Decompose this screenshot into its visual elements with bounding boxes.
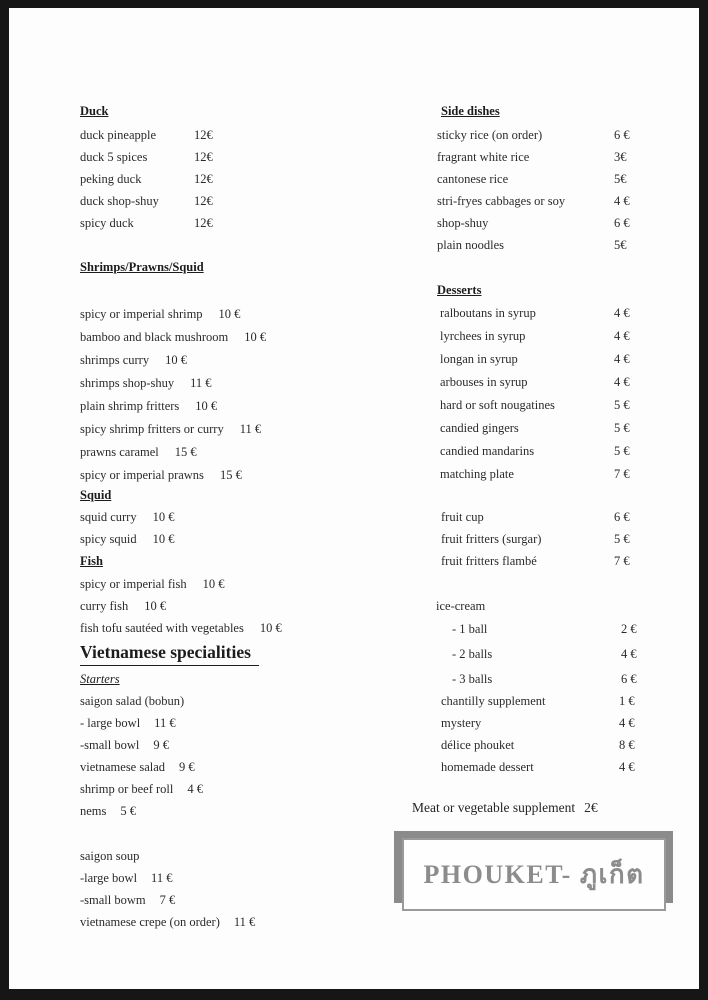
phouket-logo-box (402, 838, 666, 911)
item-price: 6 € (621, 672, 637, 686)
menu-item (439, 734, 635, 756)
item-name: délice phouket (441, 738, 515, 752)
menu-item (436, 617, 637, 642)
item-price: 11 € (233, 915, 256, 929)
item-name: vietnamese crepe (on order) (80, 915, 220, 929)
item-name: bamboo and black mushroom (80, 330, 229, 344)
item-price: 9 € (179, 760, 195, 774)
item-name: fruit fritters (surgar) (441, 532, 542, 546)
restaurant-name: PHOUKET- ภูเก็ต (423, 860, 645, 889)
item-name: saigon soup (80, 849, 140, 863)
section-items (80, 506, 174, 550)
item-name: spicy duck (80, 216, 134, 230)
item-price: 11 € (151, 871, 173, 885)
menu-item (80, 146, 213, 168)
menu-item (80, 168, 213, 190)
item-name: fruit cup (441, 510, 484, 524)
item-name: homemade dessert (441, 760, 534, 774)
item-price: 15 € (174, 445, 197, 459)
item-price: 6 € (614, 510, 630, 524)
section-title-vietnamese-specialities: Vietnamese specialities (80, 639, 259, 666)
item-name: shop-shuy (437, 216, 489, 230)
item-price: 6 € (614, 216, 630, 230)
item-name: spicy shrimp fritters or curry (80, 422, 224, 436)
item-name: plain noodles (437, 238, 505, 252)
item-name: vietnamese salad (80, 760, 166, 774)
item-price: 4 € (614, 375, 630, 389)
menu-item (441, 528, 630, 550)
menu-item (80, 326, 266, 349)
item-price: 5€ (614, 172, 627, 186)
section-shrimps-prawns-squid (80, 256, 266, 487)
item-name: -small bowm (80, 893, 146, 907)
item-name: plain shrimp fritters (80, 399, 180, 413)
item-name: duck 5 spices (80, 150, 148, 164)
section-items (80, 124, 213, 234)
item-price: 11 € (239, 422, 262, 436)
item-price: 7 € (159, 893, 176, 907)
item-name: hard or soft nougatines (440, 398, 555, 412)
menu-item (439, 712, 635, 734)
menu-item (436, 667, 637, 692)
menu-item (437, 417, 630, 440)
item-name: ralboutans in syrup (440, 306, 536, 320)
menu-item (80, 395, 266, 418)
item-name: spicy squid (80, 532, 137, 546)
menu-item (80, 595, 282, 617)
item-name: curry fish (80, 599, 129, 613)
section-title: ice-cream (436, 599, 486, 613)
item-name: lyrchees in syrup (440, 329, 526, 343)
menu-item (80, 124, 213, 146)
menu-item (439, 690, 635, 712)
item-name: - large bowl (80, 716, 141, 730)
item-name: - 1 ball (452, 622, 488, 636)
item-name: duck pineapple (80, 128, 157, 142)
menu-item (437, 325, 630, 348)
menu-page (9, 8, 699, 989)
item-price: 11 € (190, 376, 212, 390)
section-fish (80, 550, 282, 639)
item-name: squid curry (80, 510, 137, 524)
menu-item (437, 371, 630, 394)
item-price: 10 € (152, 532, 175, 546)
menu-item (80, 528, 174, 550)
item-name: prawns caramel (80, 445, 159, 459)
item-price: 8 € (619, 738, 635, 752)
item-price: 4 € (614, 352, 630, 366)
item-price: 5 € (614, 532, 630, 546)
section-items (80, 573, 282, 639)
item-price: 4 € (614, 194, 630, 208)
menu-item (80, 441, 266, 464)
item-name: -large bowl (80, 871, 138, 885)
section-title: Shrimps/Prawns/Squid (80, 260, 204, 274)
menu-item (80, 506, 174, 528)
item-name: shrimp or beef roll (80, 782, 174, 796)
item-price: 10 € (202, 577, 225, 591)
menu-item (80, 756, 203, 778)
section-desserts (437, 279, 630, 486)
item-name: nems (80, 804, 107, 818)
item-price: 5 € (614, 421, 630, 435)
item-price: 10 € (144, 599, 167, 613)
item-price: 9 € (153, 738, 169, 752)
item-name: -small bowl (80, 738, 140, 752)
item-name: cantonese rice (437, 172, 509, 186)
menu-item (441, 550, 630, 572)
item-price: 4 € (614, 306, 630, 320)
section-title: Desserts (437, 283, 482, 297)
menu-item (80, 911, 255, 933)
section-title: Fish (80, 554, 103, 568)
section-title: Duck (80, 104, 109, 118)
item-price: 4 € (619, 716, 635, 730)
section-items (436, 617, 637, 692)
section-dessert-supplements (439, 690, 635, 778)
item-name: duck shop-shuy (80, 194, 159, 208)
item-name: peking duck (80, 172, 142, 186)
item-name: longan in syrup (440, 352, 518, 366)
item-name: - 3 balls (452, 672, 493, 686)
item-price: 2€ (584, 800, 598, 815)
item-price: 4 € (619, 760, 635, 774)
menu-item (80, 418, 266, 441)
item-name: shrimps shop-shuy (80, 376, 175, 390)
item-name: chantilly supplement (441, 694, 546, 708)
section-items (80, 845, 255, 933)
item-name: spicy or imperial fish (80, 577, 187, 591)
item-name: Meat or vegetable supplement (412, 800, 576, 815)
menu-item (437, 212, 630, 234)
item-name: candied mandarins (440, 444, 535, 458)
menu-item (437, 440, 630, 463)
item-price: 7 € (614, 467, 630, 481)
menu-item (80, 778, 203, 800)
item-price: 10 € (195, 399, 218, 413)
section-ice-cream (436, 595, 637, 692)
meat-supplement-line (412, 798, 598, 818)
menu-item (437, 394, 630, 417)
section-title: Starters (80, 672, 120, 686)
menu-item (437, 302, 630, 325)
section-items (439, 690, 635, 778)
menu-item (437, 234, 627, 256)
item-name: stri-fryes cabbages or soy (437, 194, 566, 208)
item-name: saigon salad (bobun) (80, 694, 185, 708)
item-price: 5€ (614, 238, 627, 252)
menu-item (80, 573, 282, 595)
section-items (437, 302, 630, 486)
menu-item (80, 800, 203, 822)
menu-item (441, 506, 630, 528)
section-items (80, 690, 203, 822)
menu-item (437, 146, 627, 168)
section-items (437, 124, 630, 256)
section-fruit-desserts (441, 506, 630, 572)
item-price: 10 € (218, 307, 241, 321)
item-name: shrimps curry (80, 353, 150, 367)
menu-item (80, 349, 266, 372)
menu-item (80, 303, 266, 326)
item-price: 4 € (187, 782, 204, 796)
menu-item (437, 190, 630, 212)
item-price: 5 € (614, 444, 630, 458)
menu-item (436, 642, 637, 667)
section-squid (80, 484, 174, 550)
menu-item (80, 845, 255, 867)
item-price: 4 € (614, 329, 630, 343)
item-price: 3€ (614, 150, 627, 164)
menu-item (80, 867, 255, 889)
item-name: sticky rice (on order) (437, 128, 543, 142)
section-items (441, 506, 630, 572)
section-items (80, 303, 266, 487)
item-name: - 2 balls (452, 647, 493, 661)
item-price: 5 € (614, 398, 630, 412)
item-name: fruit fritters flambé (441, 554, 537, 568)
menu-item (80, 372, 266, 395)
menu-item (437, 124, 630, 146)
menu-item (437, 348, 630, 371)
item-name: spicy or imperial shrimp (80, 307, 203, 321)
item-price: 12€ (194, 194, 213, 208)
menu-item (437, 463, 630, 486)
item-price: 6 € (614, 128, 630, 142)
item-price: 15 € (219, 468, 242, 482)
menu-item (437, 168, 627, 190)
item-name: mystery (441, 716, 482, 730)
section-starters (80, 668, 203, 822)
menu-item (80, 712, 203, 734)
item-price: 12€ (194, 128, 213, 142)
item-name: fish tofu sautéed with vegetables (80, 621, 244, 635)
item-name: spicy or imperial prawns (80, 468, 204, 482)
item-name: arbouses in syrup (440, 375, 528, 389)
menu-item (80, 889, 255, 911)
menu-item (80, 190, 213, 212)
item-price: 10 € (152, 510, 175, 524)
item-price: 2 € (621, 622, 637, 636)
item-price: 12€ (194, 150, 213, 164)
menu-item (80, 734, 203, 756)
menu-item (439, 756, 635, 778)
item-price: 12€ (194, 216, 213, 230)
menu-item (80, 690, 203, 712)
item-name: fragrant white rice (437, 150, 530, 164)
section-saigon-soup (80, 845, 255, 933)
item-price: 10 € (259, 621, 282, 635)
item-price: 1 € (619, 694, 635, 708)
item-price: 10 € (244, 330, 267, 344)
section-side-dishes (437, 100, 630, 256)
menu-item (80, 617, 282, 639)
menu-item (80, 212, 213, 234)
item-price: 7 € (614, 554, 630, 568)
section-title: Squid (80, 488, 112, 502)
item-price: 10 € (165, 353, 187, 367)
item-price: 5 € (120, 804, 137, 818)
item-price: 12€ (194, 172, 213, 186)
item-name: candied gingers (440, 421, 519, 435)
section-title: Side dishes (441, 104, 500, 118)
item-price: 11 € (154, 716, 176, 730)
item-name: matching plate (440, 467, 514, 481)
section-duck (80, 100, 213, 234)
item-price: 4 € (621, 647, 637, 661)
